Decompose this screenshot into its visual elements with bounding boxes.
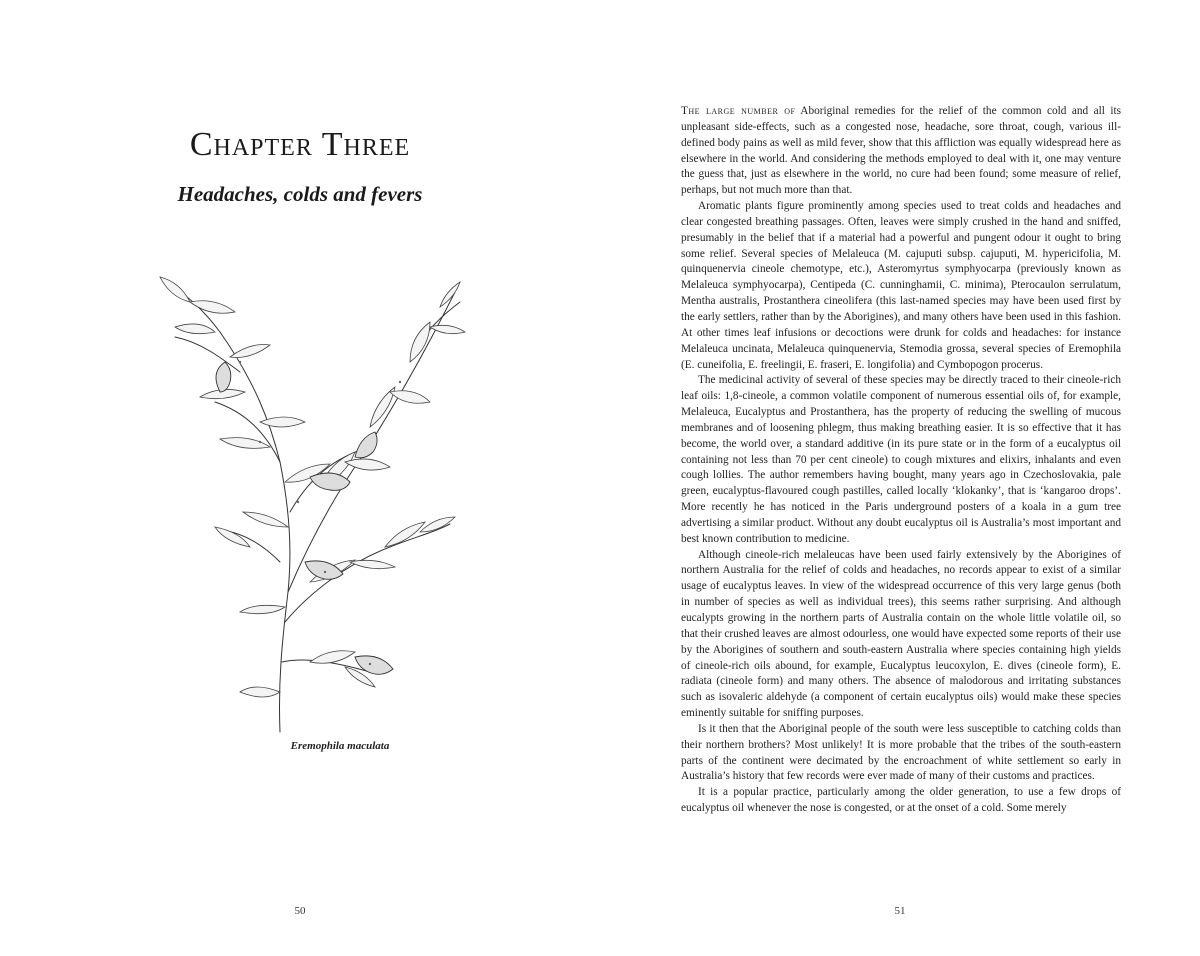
chapter-subtitle: Headaches, colds and fevers	[177, 182, 423, 206]
paragraph-6: It is a popular practice, particularly among the older generation, to use a few drops of eucalyptus oil whenever the nose is congested, or at the onset of a cold. Some merely	[681, 786, 1121, 815]
body-text	[681, 104, 1121, 817]
page-number-right: 51	[894, 905, 906, 917]
page-number-left: 50	[294, 905, 306, 917]
paragraph-3: The medicinal activity of several of these species may be directly traced to their cineole-rich leaf oils: 1,8-cineole, a common volatile component of numerous essential oils of, for example, Melaleuca, Eucalyptus and Prostanthera, has the property of reducing the swelling of mucous membranes and of loosening phlegm, thus making breathing easier. It is so effective that it has become, the world over, a standard additive (in its pure state or in the form of a eucalyptus oil containing not less than 70 per cent cineole) to cough mixtures and elixirs, inhalants and even cough lollies. The author remembers having bought, many years ago in Czechoslovakia, pale green, eucalyptus-flavoured cough pastilles, called locally ‘klokanky’, that is ‘kangaroo drops’. More recently he has noticed in the Paris underground posters of a koala in a gum tree advertising a similar product. Without any doubt eucalyptus oil is Australia’s most important and best known contribution to medicine.	[681, 374, 1121, 545]
eremophila-illustration	[120, 262, 480, 742]
paragraph-5: Is it then that the Aboriginal people of the south were less susceptible to catching colds than their northern brothers? Most unlikely! It is more probable that the tribes of the south-eastern parts of the continent were decimated by the encroachment of white settlement so early in Australia’s history that few records were ever made of many of their customs and practices.	[681, 722, 1121, 783]
illustration-caption: Eremophila maculata	[290, 740, 390, 752]
paragraph-1	[681, 104, 1121, 199]
right-page	[600, 0, 1200, 956]
paragraph-lead: The large number of	[681, 105, 796, 117]
paragraph-2: Aromatic plants figure prominently among species used to treat colds and headaches and clear congested breathing passages. Often, leaves were simply crushed in the hand and sniffed, presumably in the belief that if a material had a powerful and pungent odour it ought to bring some relief. Several species of Melaleuca (M. cajuputi subsp. cajuputi, M. hypericifolia, M. quinquenervia cineole chemotype, etc.), Asteromyrtus symphyocarpa (previously known as Melaleuca symphyocarpa), Centipeda (C. cunninghamii, C. minima), Pterocaulon serrulatum, Mentha australis, Prostanthera cineolifera (this last-named species may have been used first by the early settlers, rather than by the Aborigines), and many others have been used in this fashion. At other times leaf infusions or decoctions were drunk for colds and headaches: for instance Melaleuca uncinata, Melaleuca quinquenervia, Stemodia grossa, several species of Eremophila (E. cuneifolia, E. freelingii, E. fraseri, E. longifolia) and Cymbopogon procerus.	[681, 200, 1121, 371]
paragraph-1-text: Aboriginal remedies for the relief of the common cold and all its unpleasant side-effects, such as a congested nose, headache, sore throat, cough, various ill-defined body pains as well as mild fever, show that this affliction was equally widespread here as elsewhere in the world. And considering the methods employed to deal with it, one may venture the guess that, just as elsewhere in the world, no cure had been found; some measure of relief, perhaps, but not much more than that.	[681, 105, 1122, 197]
paragraph-4: Although cineole-rich melaleucas have been used fairly extensively by the Aborigines of northern Australia for the relief of colds and headaches, no records appear to exist of a similar usage of eucalyptus leaves. In view of the widespread occurrence of this very large genus (both in number of species as well as individual trees), this seems rather surprising. And although eucalypts growing in the northern parts of Australia contain on the whole little volatile oil, so that their crushed leaves are almost odourless, one would have expected some reports of their use by the Aborigines of southern and south-eastern Australia where species containing high yields of cineole-rich oils abound, for example, Eucalyptus leucoxylon, E. dives (cineole form), E. radiata (cineole form) and many others. The absence of malodorous and irritating substances such as isovaleric aldehyde (a component of certain eucalyptus oils) would make these species eminently suitable for sniffing purposes.	[681, 548, 1121, 720]
chapter-title: Chapter Three	[189, 126, 411, 163]
